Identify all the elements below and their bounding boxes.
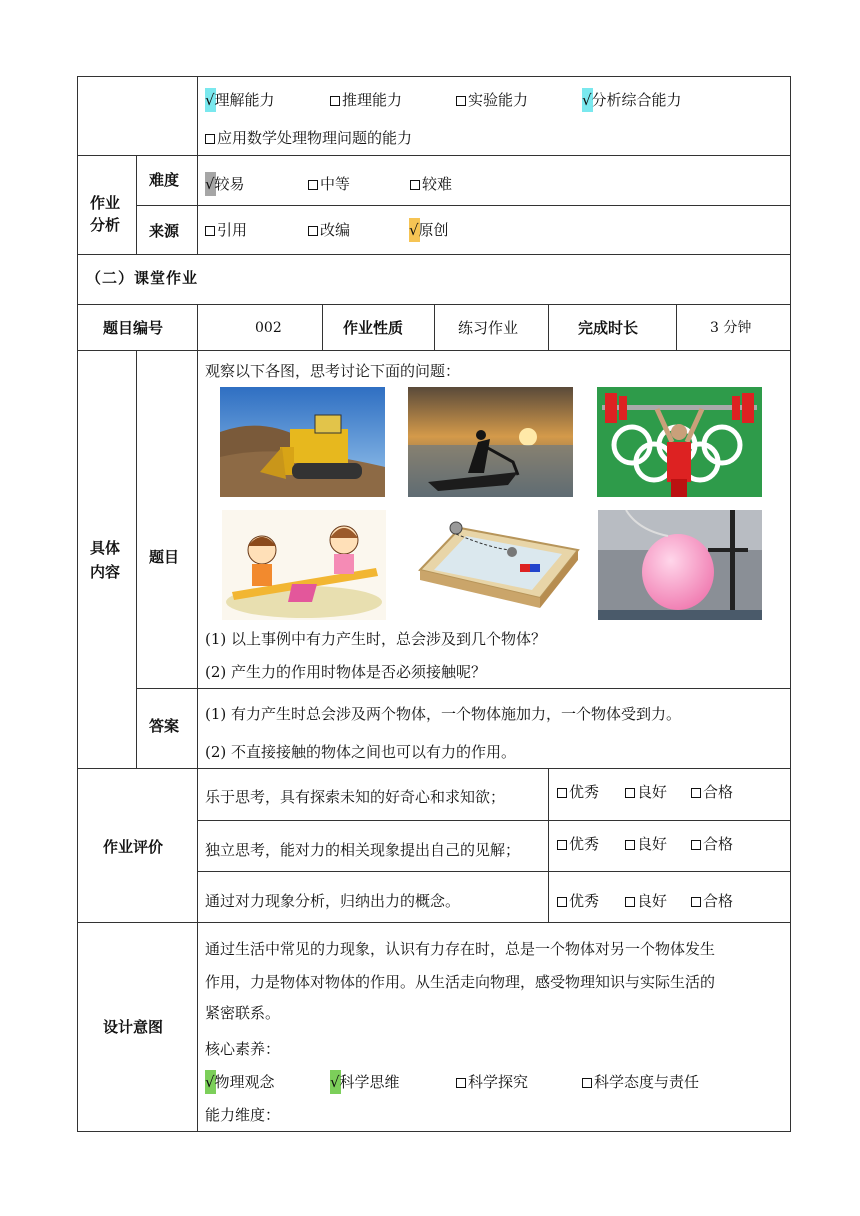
checkbox-empty-icon [557,788,567,798]
ability-dimension-label: 能力维度： [205,1106,281,1124]
design-line-2: 作用，力是物体对物体的作用。从生活走向物理，感受物理知识与实际生活的 [205,973,716,991]
source-option-adapted[interactable]: 改编 [308,219,350,241]
analysis-header-1: 作业 [90,194,121,212]
core-option-attitude[interactable]: 科学态度与责任 [582,1071,699,1093]
bulldozer-image [220,387,385,497]
checkbox-empty-icon [456,1078,466,1088]
evaluation-label: 作业评价 [103,838,164,856]
checkbox-empty-icon [625,897,635,907]
source-option-cited[interactable]: 引用 [205,219,247,241]
nature-label: 作业性质 [343,319,404,337]
evaluation-row-1: 乐于思考，具有探索未知的好奇心和求知欲； [205,788,506,806]
checkbox-empty-icon [205,226,215,236]
design-label: 设计意图 [103,1018,164,1036]
checkbox-empty-icon [410,180,420,190]
answer-label: 答案 [149,717,180,735]
source-option-original[interactable]: √原创 [409,221,449,239]
grade-pass-3[interactable]: 合格 [691,890,733,912]
core-option-physics-concept[interactable]: √物理观念 [205,1073,275,1091]
checkbox-empty-icon [582,1078,592,1088]
checkbox-empty-icon [625,788,635,798]
seesaw-image [222,510,386,620]
question-label: 题目 [149,548,180,566]
grade-pass-1[interactable]: 合格 [691,781,733,803]
difficulty-option-easy[interactable]: √较易 [205,175,245,193]
content-header-2: 内容 [90,563,121,581]
answer-1: (1) 有力产生时总会涉及两个物体，一个物体施加力，一个物体受到力。 [205,705,682,723]
grade-excellent-3[interactable]: 优秀 [557,890,599,912]
checkbox-empty-icon [205,134,215,144]
answer-2: (2) 不直接接触的物体之间也可以有力的作用。 [205,743,517,761]
core-option-scientific-inquiry[interactable]: 科学探究 [456,1071,528,1093]
fisherman-image [408,387,573,497]
checkbox-empty-icon [456,96,466,106]
question-2: (2) 产生力的作用时物体是否必须接触呢？ [205,663,487,681]
ability-option-experiment[interactable]: 实验能力 [456,89,528,111]
section-title: （二）课堂作业 [86,269,199,287]
duration-value: 3 分钟 [710,320,752,336]
checkbox-empty-icon [691,788,701,798]
source-label: 来源 [149,222,180,240]
ability-option-understanding[interactable]: √理解能力 [205,91,275,109]
core-literacy-label: 核心素养： [205,1040,281,1058]
grade-excellent-1[interactable]: 优秀 [557,781,599,803]
id-value: 002 [255,320,282,336]
grade-excellent-2[interactable]: 优秀 [557,833,599,855]
ability-option-analysis[interactable]: √分析综合能力 [582,91,682,109]
id-label: 题目编号 [103,319,164,337]
checkbox-empty-icon [625,840,635,850]
difficulty-option-hard[interactable]: 较难 [410,173,452,195]
core-option-scientific-thinking[interactable]: √科学思维 [330,1073,400,1091]
nature-value: 练习作业 [458,319,519,337]
checkbox-empty-icon [308,180,318,190]
grade-good-2[interactable]: 良好 [625,833,667,855]
balloon-image [598,510,762,620]
design-line-3: 紧密联系。 [205,1004,281,1022]
checkbox-empty-icon [691,840,701,850]
evaluation-row-3: 通过对力现象分析，归纳出力的概念。 [205,892,461,910]
checkbox-empty-icon [330,96,340,106]
magnet-ball-image [410,510,582,620]
weightlifter-image [597,387,762,497]
checkbox-empty-icon [557,897,567,907]
design-line-1: 通过生活中常见的力现象，认识有力存在时，总是一个物体对另一个物体发生 [205,940,716,958]
checkbox-empty-icon [691,897,701,907]
checkbox-empty-icon [308,226,318,236]
question-1: (1) 以上事例中有力产生时，总会涉及到几个物体？ [205,630,547,648]
question-intro: 观察以下各图，思考讨论下面的问题： [205,362,461,380]
difficulty-option-medium[interactable]: 中等 [308,173,350,195]
ability-option-math[interactable]: 应用数学处理物理问题的能力 [205,127,412,149]
grade-pass-2[interactable]: 合格 [691,833,733,855]
checkbox-empty-icon [557,840,567,850]
duration-label: 完成时长 [578,319,639,337]
analysis-header-2: 分析 [90,216,121,234]
grade-good-1[interactable]: 良好 [625,781,667,803]
ability-option-reasoning[interactable]: 推理能力 [330,89,402,111]
content-header-1: 具体 [90,539,121,557]
grade-good-3[interactable]: 良好 [625,890,667,912]
difficulty-label: 难度 [149,171,180,189]
evaluation-row-2: 独立思考，能对力的相关现象提出自己的见解； [205,841,521,859]
